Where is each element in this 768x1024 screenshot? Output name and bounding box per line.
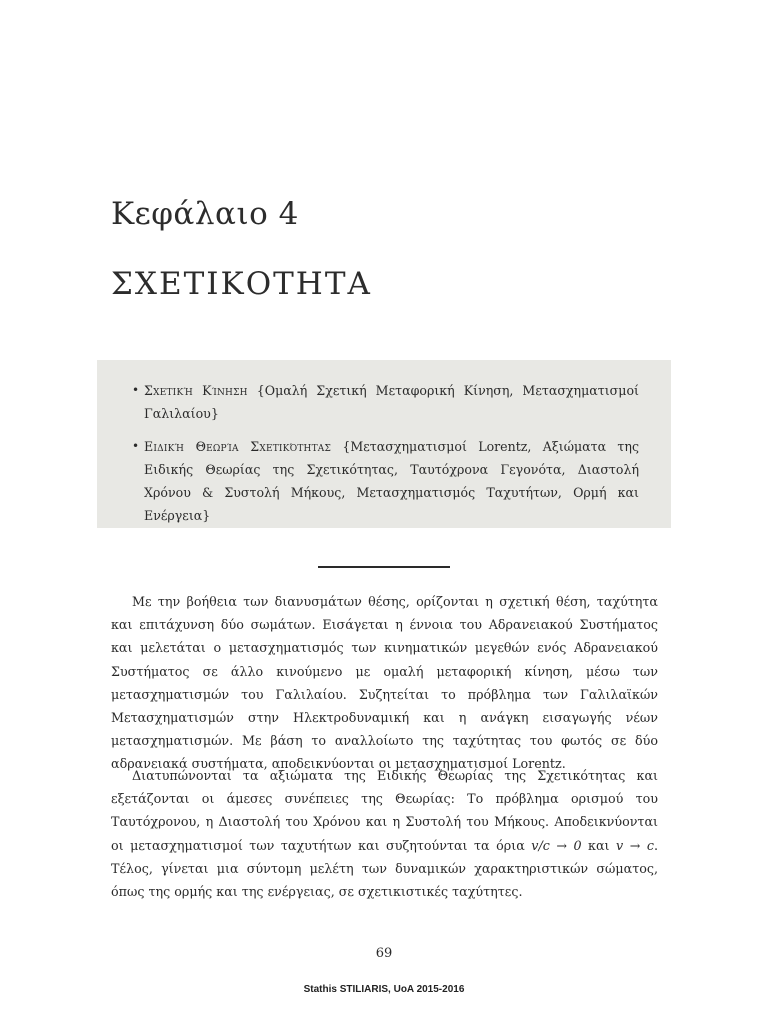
summary-item-heading: Ειδική Θεωρία Σχετικότητας: [144, 439, 332, 454]
summary-item-text: {Μετασχηματισμοί Lorentz, Αξιώματα της Ειδικής Θεωρίας της Σχετικότητας, Ταυτόχρονα Γεγονότα, Διαστολή Χρόνου & Συστολή Μήκους, Μετασχηματισμός Ταχυτήτων, Ορμή και Ενέργεια}: [144, 439, 639, 523]
page-number: 69: [375, 946, 393, 961]
body-paragraph-1: Με την βοήθεια των διανυσμάτων θέσης, ορίζονται η σχετική θέση, ταχύτητα και επιτάχυνση δύο σωμάτων. Εισάγεται η έννοια του Αδρανειακού Συστήματος και μελετάται ο μετασχηματισμός των κινηματικών μεγεθών ενός Αδρανειακού Συστήματος σε άλλο κινούμενο με ομαλή μεταφορική κίνηση, μέσω των μετασχηματισμών του Γαλιλαίου. Συζητείται το πρόβλημα των Γαλιλαϊκών Μετασχηματισμών στην Ηλεκτροδυναμική και η ανάγκη εισαγωγής νέων μετασχηματισμών. Με βάση το αναλλοίωτο της ταχύτητας του φωτός σε δύο αδρανειακά συστήματα, αποδεικνύονται οι μετασχηματισμοί Lorentz.: [111, 594, 658, 772]
summary-item-special-relativity: [132, 435, 639, 527]
summary-item-text: {Ομαλή Σχετική Μεταφορική Κίνηση, Μετασχηματισμοί Γαλιλαίου}: [144, 383, 639, 421]
math-expression: v → c: [616, 837, 654, 853]
page-footer: Stathis STILIARIS, UoA 2015-2016: [303, 984, 465, 995]
section-divider: [318, 566, 450, 568]
paragraph-text: και: [581, 837, 617, 853]
paragraph-text: Διατυπώνονται τα αξιώματα της Ειδικής Θεωρίας της Σχετικότητας και εξετάζονται οι άμεσες συνέπειες της Θεωρίας: Το πρόβλημα ορισμού του Ταυτόχρονου, η Διαστολή του Χρόνου και η Συστολή του Μήκους. Αποδεικνύονται οι μετασχηματισμοί των ταχυτήτων και συζητούνται τα όρια: [111, 768, 658, 853]
chapter-summary-box: [97, 360, 671, 528]
chapter-title: ΣΧΕΤΙΚΟΤΗΤΑ: [111, 266, 372, 302]
bullet-icon: •: [132, 439, 140, 453]
paragraph-text: . Τέλος, γίνεται μια σύντομη μελέτη των δυναμικών χαρακτηριστικών σώματος, όπως της ορμής και της ενέργειας, σε σχετικιστικές ταχύτητες.: [111, 837, 658, 900]
bullet-icon: •: [132, 383, 140, 397]
chapter-label: Κεφάλαιο 4: [111, 196, 299, 232]
math-expression: v/c → 0: [531, 837, 582, 853]
summary-item-relative-motion: [132, 379, 639, 425]
body-paragraph-2: [111, 764, 658, 903]
summary-item-heading: Σχετική Κίνηση: [144, 383, 248, 398]
